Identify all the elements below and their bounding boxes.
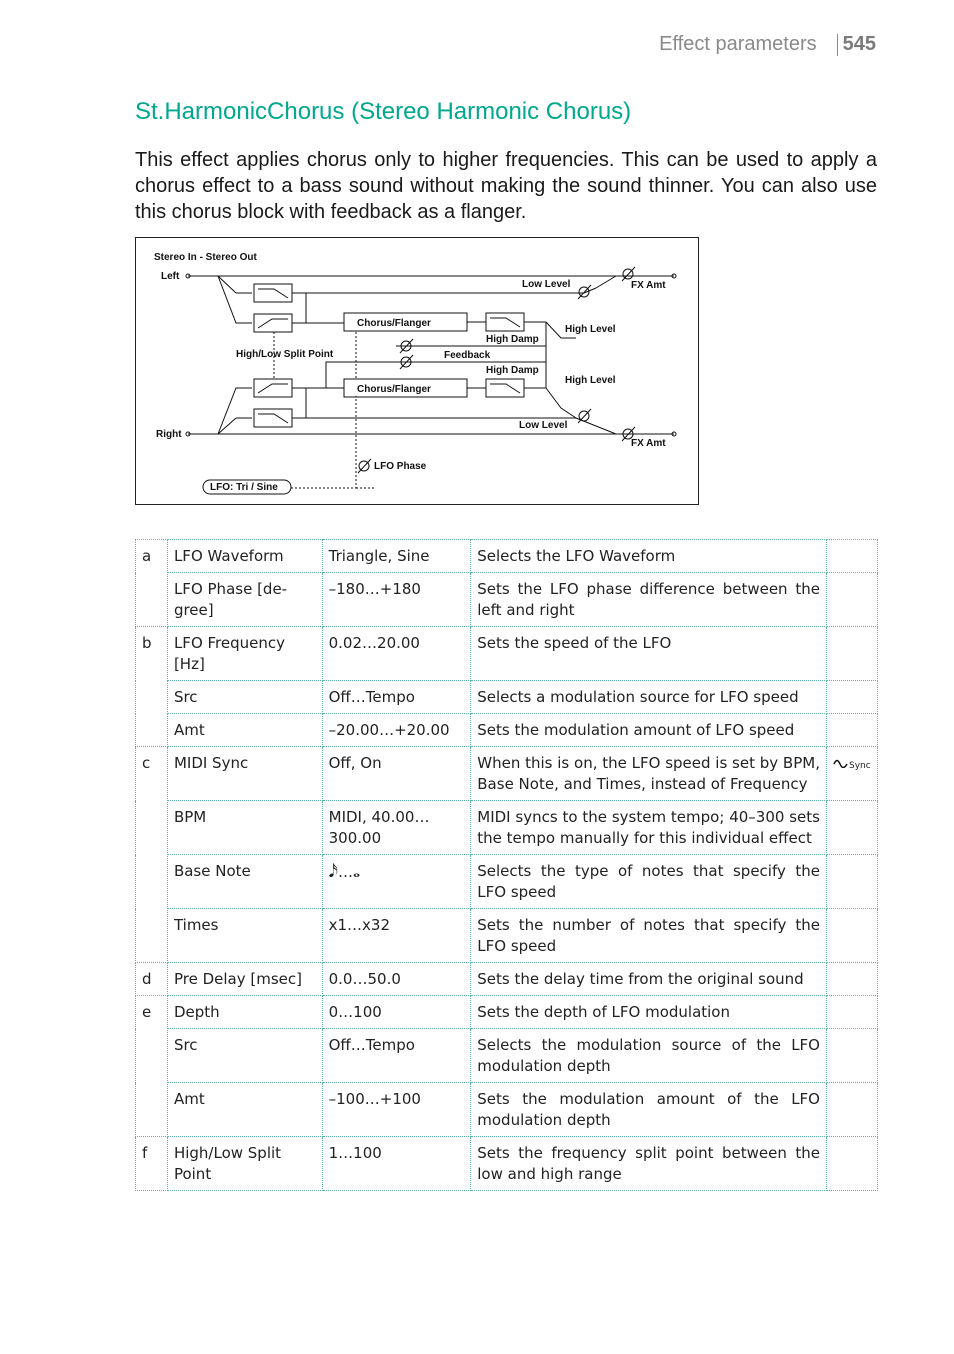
param-description: Sets the LFO phase difference between the left and right [471,573,827,627]
param-letter: d [136,963,168,996]
param-icon-cell [826,1029,877,1083]
param-icon-cell [826,1083,877,1137]
table-row [136,801,878,855]
param-icon-cell [826,1137,877,1191]
param-range: Off, On [322,747,471,801]
param-description: Sets the number of notes that specify the LFO speed [471,909,827,963]
sync-wave-glyph [833,756,849,768]
diagram-svg [136,238,700,506]
param-description: Selects the modulation source of the LFO modulation depth [471,1029,827,1083]
param-description: Sets the depth of LFO modulation [471,996,827,1029]
param-name: Src [167,1029,322,1083]
param-name: Depth [167,996,322,1029]
param-name: High/Low Split Point [167,1137,322,1191]
sync-icon-label: Sync [848,761,871,771]
param-description: Selects the LFO Waveform [471,540,827,573]
table-row [136,963,878,996]
param-description: Sets the modulation amount of the LFO modulation depth [471,1083,827,1137]
diagram-high-damp-top: High Damp [486,334,539,345]
param-name: LFO Phase [de-gree] [167,573,322,627]
param-letter: b [136,627,168,747]
param-range: MIDI, 40.00… 300.00 [322,801,471,855]
diagram-lfo-phase: LFO Phase [374,461,427,472]
param-icon-cell [826,855,877,909]
diagram-high-level-bottom: High Level [565,375,616,386]
param-range: Triangle, Sine [322,540,471,573]
table-row [136,747,878,801]
table-row [136,1029,878,1083]
param-range: x1…x32 [322,909,471,963]
effect-title: St.HarmonicChorus (Stereo Harmonic Chorus) [135,98,632,125]
param-letter: c [136,747,168,963]
param-description: Selects a modulation source for LFO speed [471,681,827,714]
param-range: –20.00…+20.00 [322,714,471,747]
page-number: 545 [842,33,876,55]
param-icon-cell [826,909,877,963]
header-divider [837,34,838,56]
diagram-fx-amt-top: FX Amt [631,280,666,291]
diagram-right-label: Right [156,429,182,440]
param-letter: a [136,540,168,627]
sixteenth-note-icon: 𝅘𝅥𝅯 [328,861,338,882]
param-icon-cell [826,714,877,747]
param-icon-cell [826,963,877,996]
param-description: Sets the modulation amount of LFO speed [471,714,827,747]
diagram-io-label: Stereo In - Stereo Out [154,252,257,263]
param-description: When this is on, the LFO speed is set by BPM, Base Note, and Times, instead of Frequency [471,747,827,801]
param-icon-cell [826,747,877,801]
param-icon-cell [826,996,877,1029]
table-row [136,1083,878,1137]
param-range: –180…+180 [322,573,471,627]
param-name: Src [167,681,322,714]
diagram-fx-amt-bottom: FX Amt [631,438,666,449]
param-icon-cell [826,573,877,627]
diagram-low-level-bottom: Low Level [519,420,568,431]
param-description: Sets the speed of the LFO [471,627,827,681]
param-description: Sets the frequency split point between the low and high range [471,1137,827,1191]
table-row [136,909,878,963]
param-name: Pre Delay [msec] [167,963,322,996]
table-row [136,855,878,909]
table-row [136,627,878,681]
param-name: LFO Frequency [Hz] [167,627,322,681]
param-icon-cell [826,627,877,681]
param-description: Sets the delay time from the original sound [471,963,827,996]
diagram-high-damp-bottom: High Damp [486,365,539,376]
diagram-lfo-label: LFO: Tri / Sine [210,482,278,493]
param-name: BPM [167,801,322,855]
param-name: Base Note [167,855,322,909]
diagram-chorus-bottom: Chorus/Flanger [357,384,431,395]
param-description: MIDI syncs to the system tempo; 40–300 sets the tempo manually for this individual effect [471,801,827,855]
param-letter: e [136,996,168,1137]
diagram-low-level-top: Low Level [522,279,571,290]
midi-sync-icon [833,756,871,777]
table-row [136,573,878,627]
range-ellipsis: … [338,863,353,881]
param-range: 0…100 [322,996,471,1029]
diagram-split-label: High/Low Split Point [236,349,334,360]
table-row [136,681,878,714]
param-range: 0.02…20.00 [322,627,471,681]
param-icon-cell [826,801,877,855]
page-header [659,33,876,56]
param-name: MIDI Sync [167,747,322,801]
param-name: LFO Waveform [167,540,322,573]
param-range: 1…100 [322,1137,471,1191]
table-row [136,540,878,573]
param-description: Selects the type of notes that specify the LFO speed [471,855,827,909]
diagram-chorus-top: Chorus/Flanger [357,318,431,329]
param-range-note [322,855,471,909]
signal-flow-diagram [135,237,699,505]
param-letter: f [136,1137,168,1191]
param-range: Off…Tempo [322,681,471,714]
whole-note-icon: 𝅝 [353,861,361,882]
param-icon-cell [826,681,877,714]
diagram-high-level-top: High Level [565,324,616,335]
param-range: 0.0…50.0 [322,963,471,996]
diagram-feedback-label: Feedback [444,350,491,361]
effect-description: This effect applies chorus only to higher frequencies. This can be used to apply a chorus effect to a bass sound without making the sound thinner. You can also use this chorus block with feedback as a flanger. [135,149,877,223]
param-name: Amt [167,714,322,747]
table-row [136,996,878,1029]
table-row [136,714,878,747]
param-name: Amt [167,1083,322,1137]
param-icon-cell [826,540,877,573]
diagram-left-label: Left [161,271,180,282]
table-row [136,1137,878,1191]
param-range: Off…Tempo [322,1029,471,1083]
parameter-table [135,539,878,1191]
section-title: Effect parameters [659,33,817,55]
param-range: –100…+100 [322,1083,471,1137]
param-name: Times [167,909,322,963]
